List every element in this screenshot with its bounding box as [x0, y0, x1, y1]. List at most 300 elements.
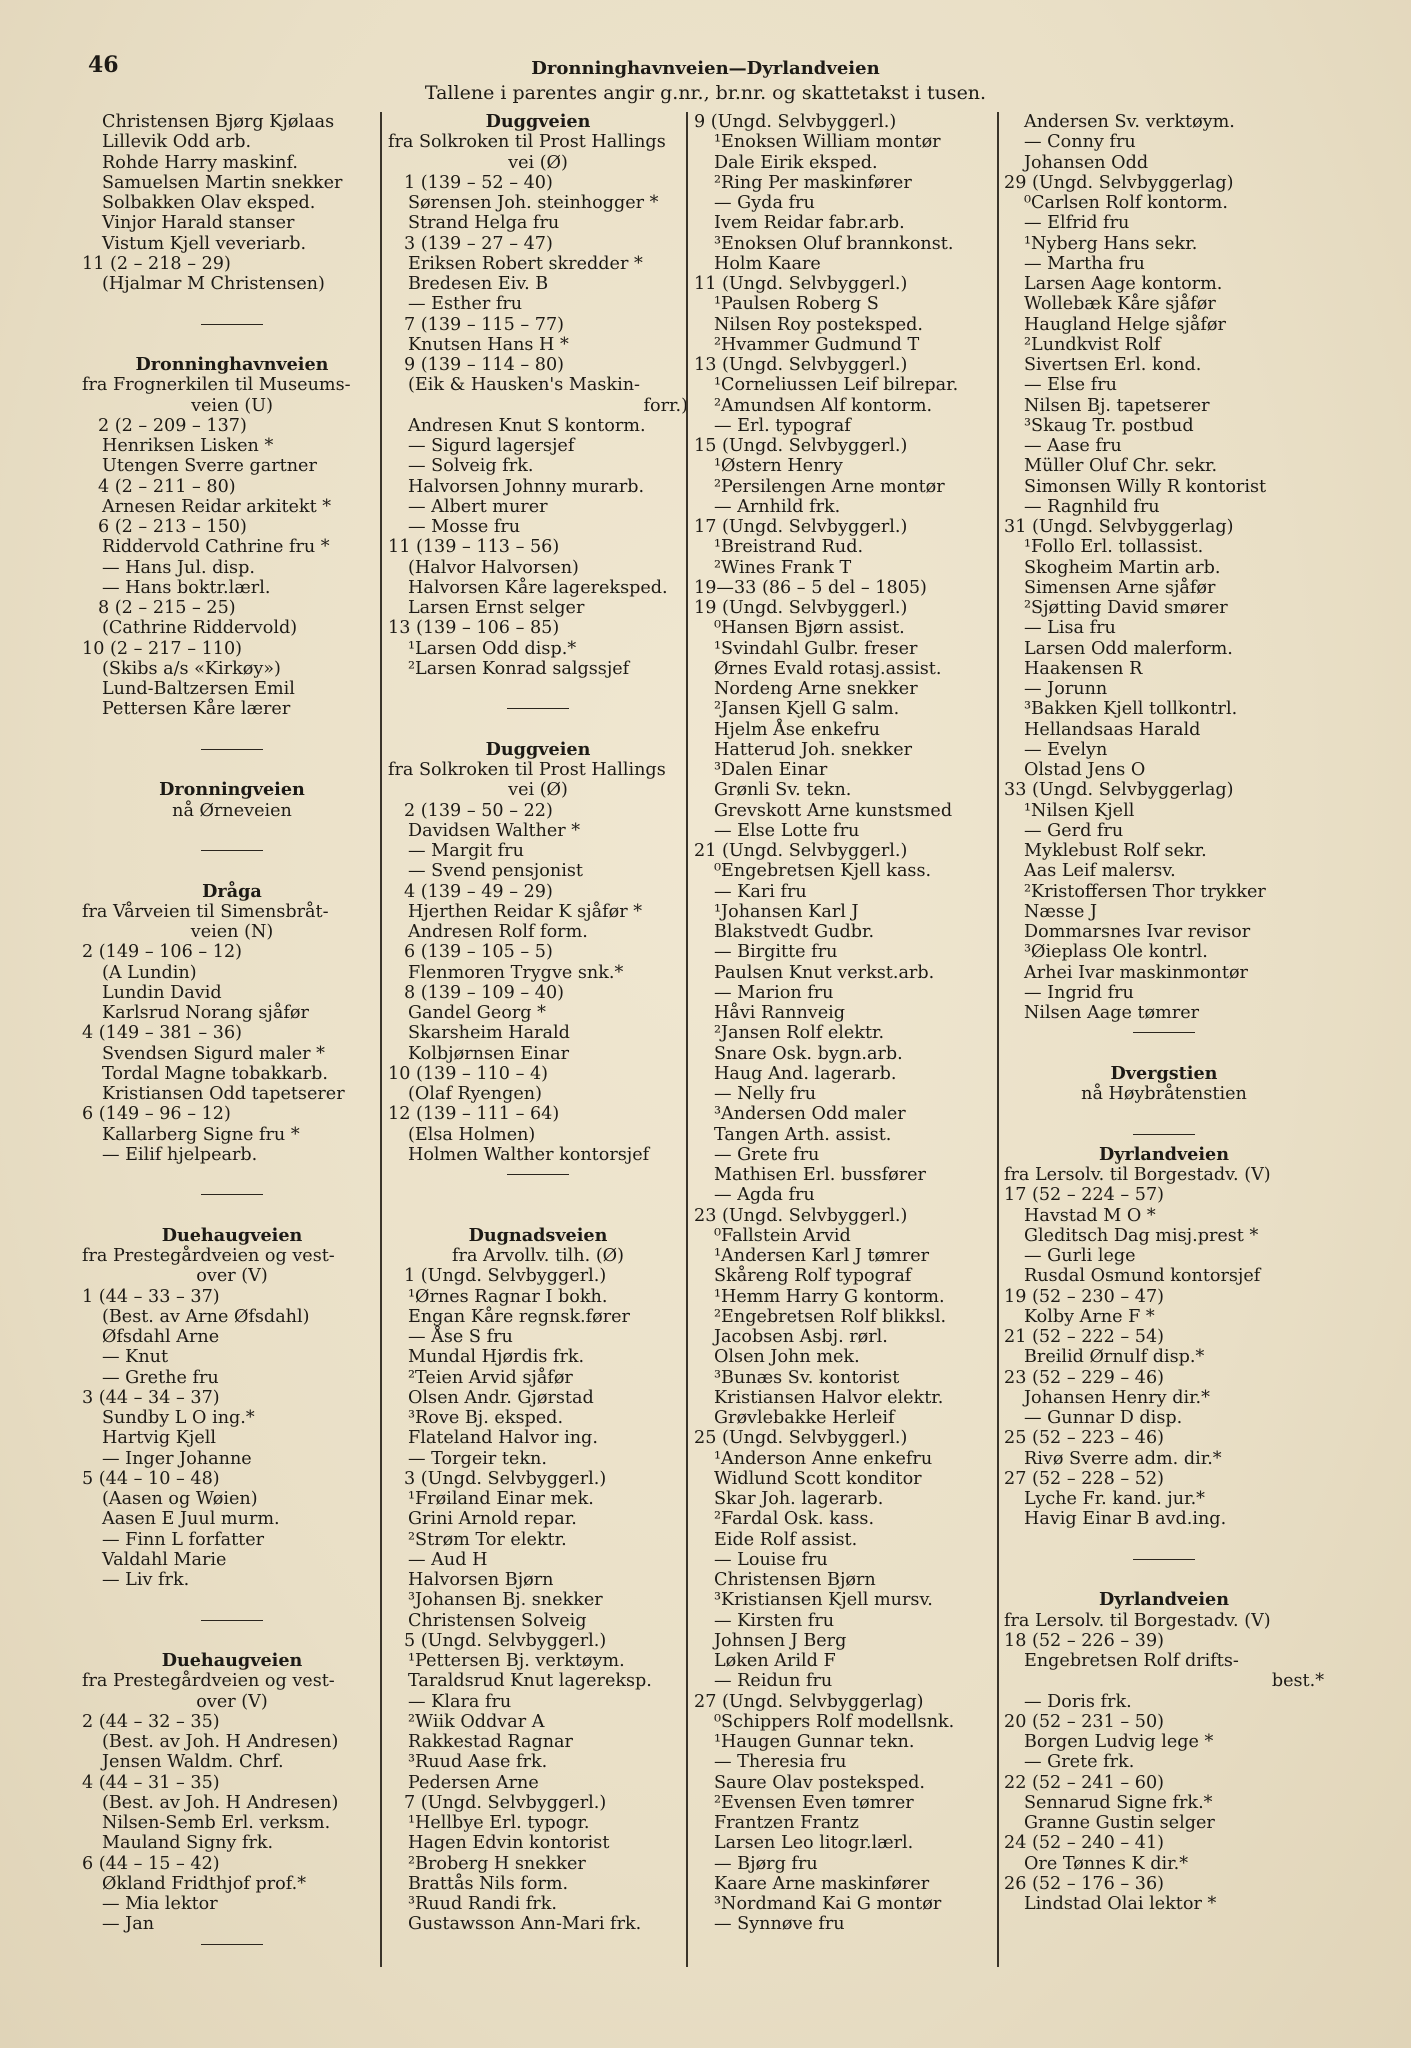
directory-line: fra Arvollv. tilh. (Ø) — [452, 1246, 624, 1266]
directory-line: 6 (44 – 15 – 42) — [82, 1853, 220, 1874]
spacer — [1004, 1044, 1324, 1064]
directory-line: Grevskott Arne kunstsmed — [714, 800, 953, 821]
directory-line: 11 (2 – 218 – 29) — [82, 253, 231, 274]
directory-line: 2 (44 – 32 – 35) — [82, 1711, 220, 1732]
directory-line: Halvorsen Johnny murarb. — [408, 476, 645, 497]
directory-line: best.* — [1271, 1671, 1324, 1692]
directory-line: ¹Johansen Karl J — [714, 901, 859, 922]
directory-line: — Reidun fru — [714, 1671, 833, 1692]
directory-line: Karlsrud Norang sjåfør — [102, 1003, 309, 1023]
directory-line: (Best. av Arne Øfsdahl) — [102, 1306, 310, 1327]
directory-line: — Eilif hjelpearb. — [102, 1144, 258, 1165]
directory-line: Frantzen Frantz — [714, 1813, 859, 1833]
directory-line: Dommarsnes Ivar revisor — [1024, 922, 1251, 942]
directory-line: Rohde Harry maskinf. — [102, 152, 298, 173]
directory-line: Andresen Rolf form. — [408, 922, 588, 942]
directory-line: — Evelyn — [1024, 739, 1108, 760]
directory-line: Hjerthen Reidar K sjåfør * — [408, 901, 643, 922]
directory-line: Myklebust Rolf sekr. — [1024, 841, 1207, 861]
directory-line: 3 (44 – 34 – 37) — [82, 1387, 220, 1408]
directory-line: Løken Arild F — [714, 1651, 836, 1671]
directory-line: Rusdal Osmund kontorsjef — [1024, 1266, 1261, 1287]
directory-line: Olsen Andr. Gjørstad — [408, 1387, 594, 1408]
directory-line: 23 (Ungd. Selvbyggerl.) — [694, 1205, 908, 1226]
spacer — [82, 861, 382, 881]
directory-line: ²Evensen Even tømrer — [714, 1792, 914, 1813]
directory-line: 20 (52 – 231 – 50) — [1004, 1711, 1165, 1732]
street-heading: Dugnadsveien — [468, 1224, 608, 1246]
directory-line: — Gyda fru — [714, 193, 815, 213]
directory-line: — Arnhild frk. — [714, 496, 841, 517]
directory-line: — Klara fru — [408, 1691, 512, 1712]
directory-line: 19 (Ungd. Selvbyggerl.) — [694, 598, 908, 618]
spacer — [1004, 1104, 1324, 1124]
section-separator — [1004, 1125, 1324, 1145]
directory-line: Andersen Sv. verktøym. — [1024, 112, 1235, 132]
spacer — [82, 294, 382, 314]
directory-line: ²Strøm Tor elektr. — [408, 1529, 567, 1550]
directory-line: Riddervold Cathrine fru * — [102, 537, 330, 558]
directory-line: — Kirsten fru — [714, 1610, 835, 1631]
directory-line: Hagen Edvin kontorist — [408, 1833, 610, 1854]
directory-line: Blakstvedt Gudbr. — [714, 922, 875, 942]
directory-line: ⁰Fallstein Arvid — [714, 1225, 851, 1246]
directory-line: Halvorsen Bjørn — [408, 1570, 554, 1590]
directory-line: Müller Oluf Chr. sekr. — [1024, 456, 1218, 477]
directory-line: Engan Kåre regnsk.fører — [408, 1306, 630, 1327]
spacer — [82, 760, 382, 780]
directory-line: Sundby L O ing.* — [102, 1408, 255, 1428]
directory-line: — Birgitte fru — [714, 942, 838, 963]
directory-line: ¹Andersen Karl J tømrer — [714, 1246, 930, 1266]
directory-line: (Aasen og Wøien) — [102, 1489, 258, 1509]
directory-line: ²Teien Arvid sjåfør — [408, 1367, 573, 1388]
directory-line: Holm Kaare — [714, 253, 821, 274]
directory-line: Skar Joh. lagerarb. — [714, 1489, 884, 1509]
directory-line: — Else Lotte fru — [714, 820, 860, 841]
directory-line: — Else fru — [1024, 375, 1117, 396]
directory-line: Tangen Arth. assist. — [714, 1124, 892, 1145]
directory-line: Haugland Helge sjåfør — [1024, 314, 1226, 335]
directory-line: ²Jansen Kjell G salm. — [714, 699, 900, 720]
directory-line: Arhei Ivar maskinmontør — [1024, 962, 1248, 983]
directory-line: Utengen Sverre gartner — [102, 456, 317, 477]
directory-line: 25 (52 – 223 – 46) — [1004, 1428, 1165, 1449]
directory-line: Larsen Aage kontorm. — [1024, 274, 1223, 294]
directory-line: Eide Rolf assist. — [714, 1529, 858, 1550]
directory-line: ¹Paulsen Roberg S — [714, 294, 879, 315]
directory-line: ²Lundkvist Rolf — [1024, 334, 1161, 355]
directory-line: 2 (2 – 209 – 137) — [98, 415, 247, 436]
directory-line: ¹Follo Erl. tollassist. — [1024, 537, 1204, 558]
directory-line: ²Persilengen Arne montør — [714, 476, 945, 497]
directory-line: ²Engebretsen Rolf blikksl. — [714, 1306, 947, 1327]
section-separator — [388, 699, 688, 719]
directory-line: Simensen Arne sjåfør — [1024, 577, 1216, 598]
directory-line: 1 (Ungd. Selvbyggerl.) — [404, 1266, 607, 1287]
spacer — [388, 679, 688, 699]
directory-line: ¹Pettersen Bj. verktøym. — [408, 1651, 625, 1671]
directory-line: Hatterud Joh. snekker — [714, 739, 913, 760]
directory-line: Pedersen Arne — [408, 1772, 539, 1793]
directory-line: Svendsen Sigurd maler * — [102, 1043, 325, 1064]
directory-line: ¹Hemm Harry G kontorm. — [714, 1286, 945, 1307]
spacer — [82, 720, 382, 740]
directory-line: Tordal Magne tobakkarb. — [102, 1063, 328, 1084]
directory-line: 2 (139 – 50 – 22) — [404, 800, 553, 821]
directory-line: ²Kristoffersen Thor trykker — [1024, 881, 1266, 902]
directory-line: Nilsen-Semb Erl. verksm. — [102, 1813, 331, 1833]
directory-line: 9 (Ungd. Selvbyggerl.) — [694, 112, 897, 132]
directory-line: 15 (Ungd. Selvbyggerl.) — [694, 436, 908, 456]
section-separator — [82, 315, 382, 335]
directory-line: Christensen Solveig — [408, 1610, 587, 1631]
directory-line: Knutsen Hans H * — [408, 334, 569, 355]
directory-line: ³Dalen Einar — [714, 760, 828, 780]
directory-line: — Ragnhild fru — [1024, 496, 1160, 517]
directory-line: Haakensen R — [1024, 658, 1143, 679]
directory-line: Kristiansen Halvor elektr. — [714, 1387, 944, 1408]
directory-line: Sennarud Signe frk.* — [1024, 1792, 1213, 1813]
spacer — [82, 335, 382, 355]
spacer — [82, 1590, 382, 1610]
directory-line: Aas Leif malersv. — [1024, 861, 1176, 882]
directory-line: ³Enoksen Oluf brannkonst. — [714, 233, 954, 254]
directory-line: ³Bunæs Sv. kontorist — [714, 1367, 900, 1388]
section-separator — [82, 1935, 382, 1955]
directory-line: 5 (Ungd. Selvbyggerl.) — [404, 1630, 607, 1651]
directory-line: (Best. av Joh. H Andresen) — [102, 1792, 339, 1813]
page-header-title: Dronninghavnveien—Dyrlandveien — [531, 58, 880, 79]
directory-line: — Aase fru — [1024, 436, 1122, 456]
directory-line: — Åse S fru — [408, 1327, 513, 1347]
directory-line: ¹Larsen Odd disp.* — [408, 638, 577, 659]
directory-line: ³Johansen Bj. snekker — [408, 1590, 603, 1611]
directory-line: 8 (2 – 215 – 25) — [98, 598, 236, 618]
column-4 — [1004, 112, 1324, 1914]
directory-line: 19 (52 – 230 – 47) — [1004, 1286, 1165, 1307]
directory-line: Pettersen Kåre lærer — [102, 699, 291, 720]
directory-line: ¹Nilsen Kjell — [1024, 800, 1135, 821]
directory-line: — Erl. typograf — [714, 415, 851, 436]
directory-line: fra Frognerkilen til Museums- — [82, 375, 351, 396]
street-heading: Dronninghavnveien — [135, 354, 329, 375]
directory-line: Hartvig Kjell — [102, 1428, 216, 1449]
directory-line: Rivø Sverre adm. dir.* — [1024, 1448, 1222, 1469]
directory-line: Sivertsen Erl. kond. — [1024, 355, 1202, 375]
column-divider — [997, 112, 999, 1967]
section-separator — [82, 1611, 382, 1631]
column-3 — [694, 112, 999, 1935]
street-heading: Duggveien — [485, 738, 591, 760]
directory-line: Grini Arnold repar. — [408, 1509, 577, 1530]
directory-line: Ørnes Evald rotasj.assist. — [714, 658, 942, 679]
directory-line: — Grete frk. — [1024, 1752, 1135, 1773]
directory-line: 10 (139 – 110 – 4) — [388, 1063, 549, 1084]
directory-line: (Halvor Halvorsen) — [408, 557, 579, 578]
directory-line: (Hjalmar M Christensen) — [102, 274, 325, 294]
directory-line: ¹Enoksen William montør — [714, 132, 941, 153]
directory-line: vei (Ø) — [508, 152, 568, 173]
directory-line: 3 (139 – 27 – 47) — [404, 233, 553, 254]
directory-line: ¹Breistrand Rud. — [714, 537, 864, 558]
directory-line: Lyche Fr. kand. jur.* — [1024, 1489, 1205, 1509]
section-separator — [82, 740, 382, 760]
street-heading: Duehaugveien — [161, 1224, 303, 1246]
directory-line: Gustawsson Ann-Mari frk. — [408, 1914, 642, 1935]
directory-line: Havig Einar B avd.ing. — [1024, 1509, 1227, 1530]
directory-line: Eriksen Robert skredder * — [408, 253, 643, 274]
column-1 — [82, 112, 382, 1955]
directory-line: Andresen Knut S kontorm. — [408, 415, 646, 436]
directory-line: 2 (149 – 106 – 12) — [82, 942, 243, 963]
directory-line: Næsse J — [1024, 901, 1098, 922]
section-separator — [1004, 1023, 1324, 1043]
directory-line: — Doris frk. — [1024, 1691, 1132, 1712]
directory-line: ²Sjøtting David smører — [1024, 598, 1228, 618]
directory-line: 4 (139 – 49 – 29) — [404, 881, 553, 902]
directory-line: 4 (2 – 211 – 80) — [98, 476, 236, 497]
directory-line: Kristiansen Odd tapetserer — [102, 1084, 345, 1104]
directory-line: Gleditsch Dag misj.prest * — [1024, 1225, 1259, 1246]
directory-line: Jensen Waldm. Chrf. — [102, 1752, 284, 1773]
directory-line: 24 (52 – 240 – 41) — [1004, 1833, 1165, 1854]
directory-line: 13 (Ungd. Selvbyggerl.) — [694, 355, 908, 375]
directory-line: Lillevik Odd arb. — [102, 132, 252, 153]
directory-line: — Gunnar D disp. — [1024, 1408, 1183, 1428]
directory-line: Økland Fridthjof prof.* — [102, 1873, 306, 1894]
directory-line: Gandel Georg * — [408, 1003, 546, 1023]
directory-line: Engebretsen Rolf drifts- — [1024, 1651, 1239, 1671]
directory-line: Halvorsen Kåre lagereksped. — [408, 577, 668, 598]
directory-line: ³Kristiansen Kjell mursv. — [714, 1590, 933, 1611]
directory-line: — Gurli lege — [1024, 1246, 1136, 1266]
section-separator — [82, 1185, 382, 1205]
section-separator — [82, 841, 382, 861]
directory-line: — Lisa fru — [1024, 618, 1116, 639]
directory-line: ²Ring Per maskinfører — [714, 172, 912, 193]
directory-line: (Elsa Holmen) — [408, 1124, 536, 1145]
directory-line: ¹Svindahl Gulbr. freser — [714, 638, 918, 659]
directory-line: nå Høybråtenstien — [1081, 1084, 1247, 1104]
directory-line: ¹Corneliussen Leif bilrepar. — [714, 375, 959, 396]
directory-line: Samuelsen Martin snekker — [102, 172, 343, 193]
directory-line: 7 (139 – 115 – 77) — [404, 314, 565, 335]
directory-line: ¹Nyberg Hans sekr. — [1024, 233, 1198, 254]
directory-line: Øfsdahl Arne — [102, 1327, 220, 1347]
directory-line: fra Prestegårdveien og vest- — [82, 1246, 335, 1266]
directory-line: Dale Eirik eksped. — [714, 152, 878, 173]
directory-line: — Synnøve fru — [714, 1914, 845, 1935]
directory-line: ³Rove Bj. eksped. — [408, 1408, 564, 1428]
directory-line: — Conny fru — [1024, 132, 1136, 153]
directory-line: Arnesen Reidar arkitekt * — [102, 496, 332, 517]
directory-line: 27 (Ungd. Selvbyggerlag) — [694, 1691, 924, 1712]
directory-line: ³Nordmand Kai G montør — [714, 1894, 942, 1914]
directory-line: — Kari fru — [714, 881, 807, 902]
directory-line: Grøvlebakke Herleif — [714, 1408, 895, 1428]
directory-line: Lindstad Olai lektor * — [1024, 1894, 1217, 1914]
directory-line: ²Larsen Konrad salgssjef — [408, 658, 630, 679]
directory-line: — Marion fru — [714, 982, 834, 1003]
directory-line: — Jan — [102, 1914, 155, 1935]
directory-line: — Agda fru — [714, 1185, 815, 1206]
column-2 — [388, 112, 688, 1935]
directory-line: Nilsen Roy posteksped. — [714, 314, 923, 335]
directory-line: ³Bakken Kjell tollkontrl. — [1024, 699, 1238, 720]
directory-line: (A Lundin) — [102, 962, 197, 983]
directory-line: Flateland Halvor ing. — [408, 1428, 598, 1449]
directory-line: 1 (44 – 33 – 37) — [82, 1286, 220, 1307]
directory-line: Vinjor Harald stanser — [102, 213, 295, 234]
directory-line: ³Øieplass Ole kontrl. — [1024, 942, 1208, 963]
directory-line: Olsen John mek. — [714, 1347, 860, 1368]
directory-line: Aasen E Juul murm. — [102, 1509, 280, 1530]
directory-line: over (V) — [196, 1691, 268, 1712]
directory-line: Mathisen Erl. bussfører — [714, 1165, 926, 1185]
directory-line: 17 (52 – 224 – 57) — [1004, 1185, 1165, 1206]
directory-line: Nilsen Bj. tapetserer — [1024, 395, 1210, 416]
directory-line: Bredesen Eiv. B — [408, 274, 549, 294]
directory-line: veien (N) — [190, 922, 274, 942]
directory-line: 3 (Ungd. Selvbyggerl.) — [404, 1468, 607, 1489]
directory-line: 4 (149 – 381 – 36) — [82, 1023, 243, 1044]
directory-line: ¹Haugen Gunnar tekn. — [714, 1732, 915, 1752]
directory-line: ²Hvammer Gudmund T — [714, 334, 920, 355]
directory-line: — Ingrid fru — [1024, 982, 1134, 1003]
directory-line: — Elfrid fru — [1024, 213, 1130, 234]
directory-line: 12 (139 – 111 – 64) — [388, 1104, 560, 1125]
directory-line: — Solveig frk. — [408, 456, 534, 477]
street-heading: Dyrlandveien — [1098, 1589, 1229, 1611]
street-heading: Dyrlandveien — [1098, 1143, 1229, 1165]
directory-line: fra Solkroken til Prost Hallings — [388, 132, 666, 153]
street-heading: Dråga — [202, 880, 262, 902]
directory-line: Lund-Baltzersen Emil — [102, 679, 295, 699]
directory-line: — Gerd fru — [1024, 820, 1124, 841]
directory-line: ⁰Carlsen Rolf kontorm. — [1024, 193, 1228, 213]
directory-line: ¹Frøiland Einar mek. — [408, 1489, 594, 1509]
directory-line: Flenmoren Trygve snk.* — [408, 962, 624, 983]
directory-line: — Grete fru — [714, 1144, 820, 1165]
directory-line: over (V) — [196, 1266, 268, 1287]
directory-line: 5 (44 – 10 – 48) — [82, 1468, 220, 1489]
directory-line: fra Lersolv. til Borgestadv. (V) — [1004, 1165, 1271, 1185]
directory-line: — Finn L forfatter — [102, 1529, 265, 1550]
directory-line: — Aud H — [408, 1549, 488, 1570]
directory-line: Holmen Walther kontorsjef — [408, 1144, 650, 1165]
directory-line: 17 (Ungd. Selvbyggerl.) — [694, 517, 908, 537]
directory-line: forr.) — [643, 395, 688, 416]
directory-line: Larsen Leo litogr.lærl. — [714, 1833, 914, 1854]
directory-line: vei (Ø) — [508, 780, 568, 801]
directory-line: — Martha fru — [1024, 253, 1145, 274]
directory-line: — Theresia fru — [714, 1752, 847, 1773]
directory-line: veien (U) — [191, 395, 273, 416]
directory-line: — Margit fru — [408, 841, 524, 861]
directory-line: — Bjørg fru — [714, 1853, 818, 1874]
directory-line: 29 (Ungd. Selvbyggerlag) — [1004, 172, 1234, 193]
directory-line: Mundal Hjørdis frk. — [408, 1347, 585, 1368]
directory-line: fra Solkroken til Prost Hallings — [388, 760, 666, 780]
street-heading: Dvergstien — [1110, 1062, 1218, 1084]
directory-line: 26 (52 – 176 – 36) — [1004, 1873, 1165, 1894]
directory-line: 23 (52 – 229 – 46) — [1004, 1367, 1165, 1388]
directory-line: Kolby Arne F * — [1024, 1306, 1155, 1327]
directory-line: ⁰Schippers Rolf modellsnk. — [714, 1711, 955, 1732]
directory-line: Strand Helga fru — [408, 213, 560, 234]
spacer — [82, 821, 382, 841]
directory-line: — Mia lektor — [102, 1894, 218, 1914]
directory-line: ¹Ørnes Ragnar I bokh. — [408, 1286, 608, 1307]
directory-line: 8 (139 – 109 – 40) — [404, 982, 565, 1003]
directory-line: (Best. av Joh. H Andresen) — [102, 1732, 339, 1752]
directory-line: Saure Olav posteksped. — [714, 1772, 925, 1793]
directory-line: Borgen Ludvig lege * — [1024, 1732, 1214, 1752]
directory-line: — Esther fru — [408, 294, 523, 315]
directory-line: — Nelly fru — [714, 1084, 817, 1104]
page-number: 46 — [88, 52, 119, 78]
directory-line: Davidsen Walther * — [408, 820, 581, 841]
directory-line: Skogheim Martin arb. — [1024, 557, 1221, 578]
directory-line: — Hans boktr.lærl. — [102, 577, 271, 598]
directory-line: ⁰Hansen Bjørn assist. — [714, 618, 905, 639]
directory-line: Snare Osk. bygn.arb. — [714, 1043, 903, 1064]
directory-line: Rakkestad Ragnar — [408, 1732, 573, 1752]
page-header-subtitle: Tallene i parentes angir g.nr., br.nr. og skattetakst i tusen. — [424, 82, 987, 104]
directory-line: Henriksen Lisken * — [102, 436, 274, 456]
spacer — [388, 1206, 688, 1226]
spacer — [1004, 1570, 1324, 1590]
directory-line: 25 (Ungd. Selvbyggerl.) — [694, 1428, 908, 1449]
directory-line: ³Andersen Odd maler — [714, 1104, 906, 1125]
section-separator — [1004, 1550, 1324, 1570]
directory-line: 10 (2 – 217 – 110) — [82, 638, 243, 659]
directory-line: — Albert murer — [408, 496, 548, 517]
directory-line: Vistum Kjell veveriarb. — [102, 233, 307, 254]
directory-line: 19—33 (86 – 5 del – 1805) — [694, 577, 927, 598]
directory-line: Wollebæk Kåre sjåfør — [1024, 294, 1216, 315]
directory-line: ²Amundsen Alf kontorm. — [714, 395, 933, 416]
directory-line: — Jorunn — [1024, 679, 1108, 699]
directory-line: Paulsen Knut verkst.arb. — [714, 962, 935, 983]
directory-line: ¹Anderson Anne enkefru — [714, 1448, 933, 1469]
directory-line: Kaare Arne maskinfører — [714, 1873, 930, 1894]
directory-line: Ivem Reidar fabr.arb. — [714, 213, 905, 234]
directory-line: ²Jansen Rolf elektr. — [714, 1023, 885, 1044]
spacer — [82, 1631, 382, 1651]
directory-line: Taraldsrud Knut lagereksp. — [408, 1671, 652, 1692]
spacer — [82, 1206, 382, 1226]
directory-line: 7 (Ungd. Selvbyggerl.) — [404, 1792, 607, 1813]
directory-line: — Torgeir tekn. — [408, 1448, 547, 1469]
directory-line: ³Ruud Randi frk. — [408, 1894, 557, 1914]
directory-line: 22 (52 – 241 – 60) — [1004, 1772, 1165, 1793]
street-heading: Duehaugveien — [161, 1650, 303, 1671]
directory-line: Brattås Nils form. — [408, 1873, 569, 1894]
directory-line: 11 (Ungd. Selvbyggerl.) — [694, 274, 908, 294]
directory-line: Grønli Sv. tekn. — [714, 780, 852, 801]
spacer — [388, 1185, 688, 1205]
directory-line: Johansen Henry dir.* — [1024, 1387, 1210, 1408]
spacer — [1004, 1530, 1324, 1550]
directory-line: Christensen Bjørn — [714, 1570, 876, 1590]
directory-line: — Louise fru — [714, 1549, 828, 1570]
directory-line: ³Skaug Tr. postbud — [1024, 415, 1194, 436]
directory-line: (Cathrine Riddervold) — [102, 618, 298, 639]
directory-line: Kallarberg Signe fru * — [102, 1124, 300, 1145]
directory-line: 18 (52 – 226 – 39) — [1004, 1630, 1165, 1651]
